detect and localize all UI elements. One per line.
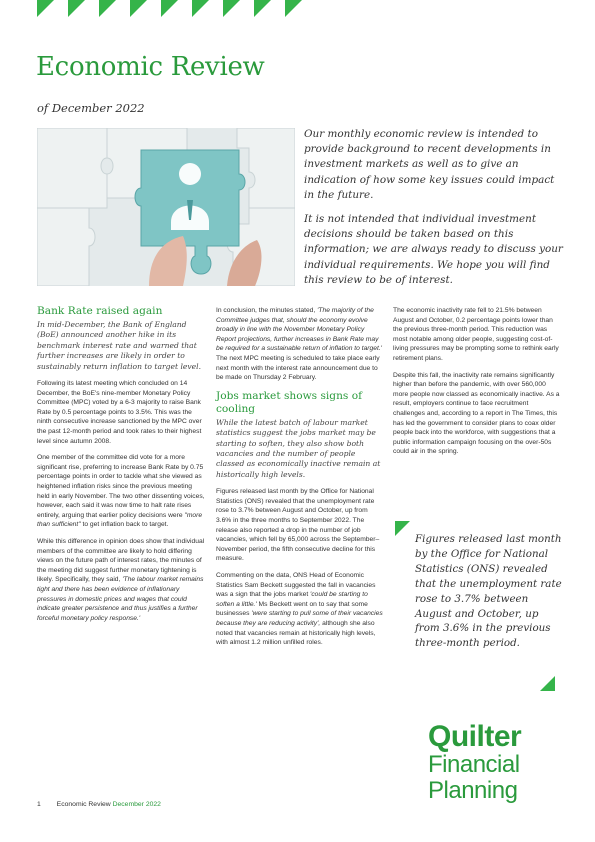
column-3 [393, 306, 561, 464]
body-paragraph: One member of the committee did vote for a more significant rise, preferring to increase Bank Rate by 0.75 percentage points in order to tackle what she viewed as heightened inflation risks since the previous meeting held in early November. The two other dissenting voices, however, each said it was now time to halt rate rises entirely, arguing that earlier policy decisions were "more than sufficient" to get inflation back to target. [37, 454, 205, 529]
body-paragraph: While this difference in opinion does show that individual members of the committee are likely to hold differing views on the future path of interest rates, the minutes of the meeting did suggest further monetary tightening is likely. Specifically, they said, 'The labour market remains tight and there has been evidence of inflationary pressures in domestic prices and wages that could indicate greater persistence and thus justifies a further forceful monetary policy response.' [37, 537, 205, 622]
body-paragraph: Commenting on the data, ONS Head of Economic Statistics Sam Beckett suggested the fall in vacancies was a sign that the jobs market 'could be starting to soften a little.' Ms Beckett went on to say that some businesses 'were starting to pull some of their vacancies because they are reducing activity', although she also noted that vacancies remain at historically high levels, with almost 1.2 million unfilled roles. [216, 571, 383, 647]
intro-text [304, 127, 566, 297]
body-paragraph: Following its latest meeting which concluded on 14 December, the BoE's nine-member Monetary Policy Committee (MPC) voted by a 6-3 majority to raise Bank Rate by 0.5 percentage points to 3.5%. This was the ninth consecutive increase sanctioned by the MPC over the past 12-month period and took rates to their highest level since autumn 2008. [37, 380, 202, 445]
section-lead-jobs-market: While the latest batch of labour market statistics suggest the jobs market may be starting to soften, they also show both vacancies and the number of people classed as economically inactive remain at historically high levels. [216, 417, 381, 479]
section-lead-bank-rate: In mid-December, the Bank of England (BoE) announced another hike in its benchmark interest rate and warned that further increases are likely in order to sustainably return inflation to target level. [37, 320, 201, 371]
quote-open-triangle [395, 521, 410, 536]
header-triangle-pattern [37, 0, 302, 17]
footer [37, 801, 161, 808]
section-heading-jobs-market: Jobs market shows signs of cooling [216, 389, 362, 415]
intro-paragraph-1: Our monthly economic review is intended to provide background to recent developments in investment markets as well as to give an indication of how some key issues could impact in the future. [304, 128, 555, 201]
pull-quote: Figures released last month by the Office for National Statistics (ONS) revealed that the unemployment rate rose to 3.7% between August and October, up from 3.6% in the previous three-month period. [415, 533, 562, 650]
page-number: 1 [37, 801, 41, 808]
puzzle-photo [37, 128, 295, 286]
quote-close-triangle [540, 676, 555, 691]
column-2 [216, 306, 384, 655]
quilter-logo: Quilter Financial Planning [428, 720, 522, 804]
intro-paragraph-2: It is not intended that individual investment decisions should be taken based on this information; we are always ready to discuss your individual requirements. We hope you will find this review to be of interest. [304, 213, 563, 286]
column-1 [37, 305, 205, 630]
page-date: of December 2022 [37, 101, 145, 115]
page-title: Economic Review [36, 52, 265, 82]
section-heading-bank-rate: Bank Rate raised again [37, 305, 163, 317]
body-paragraph: Figures released last month by the Office for National Statistics (ONS) revealed that the unemployment rate rose to 3.7% between August and October, up from 3.6% in the three months to September 2022. The release also reported a drop in the number of job vacancies, which fell by 65,000 across the September–November period, the fifth consecutive decline for this measure. [216, 488, 380, 563]
footer-label: Economic Review [56, 801, 111, 808]
body-paragraph: Despite this fall, the inactivity rate remains significantly higher than before the pandemic, with over 560,000 more people now classed as economically inactive. As a result, employers continue to face recruitment challenges and, according to a report in The Times, this has led the government to consider plans to coax older people back into the workforce, with suggestions that a public information campaign focusing on the over-50s could air in the spring. [393, 371, 560, 456]
footer-date: December 2022 [112, 801, 161, 808]
body-paragraph: In conclusion, the minutes stated, 'The majority of the Committee judges that, should the economy evolve broadly in line with the November Monetary Policy Report projections, further increases in Bank Rate may be required for a sustainable return of inflation to target.' The next MPC meeting is scheduled to take place early next month with the interest rate announcement due to be made on Thursday 2 February. [216, 307, 382, 382]
body-paragraph: The economic inactivity rate fell to 21.5% between August and October, 0.2 percentage points lower than the previous three-month period. This reduction was most notable among older people, suggesting cost-of-living pressures may be prompting some to rethink early retirement plans. [393, 307, 559, 362]
